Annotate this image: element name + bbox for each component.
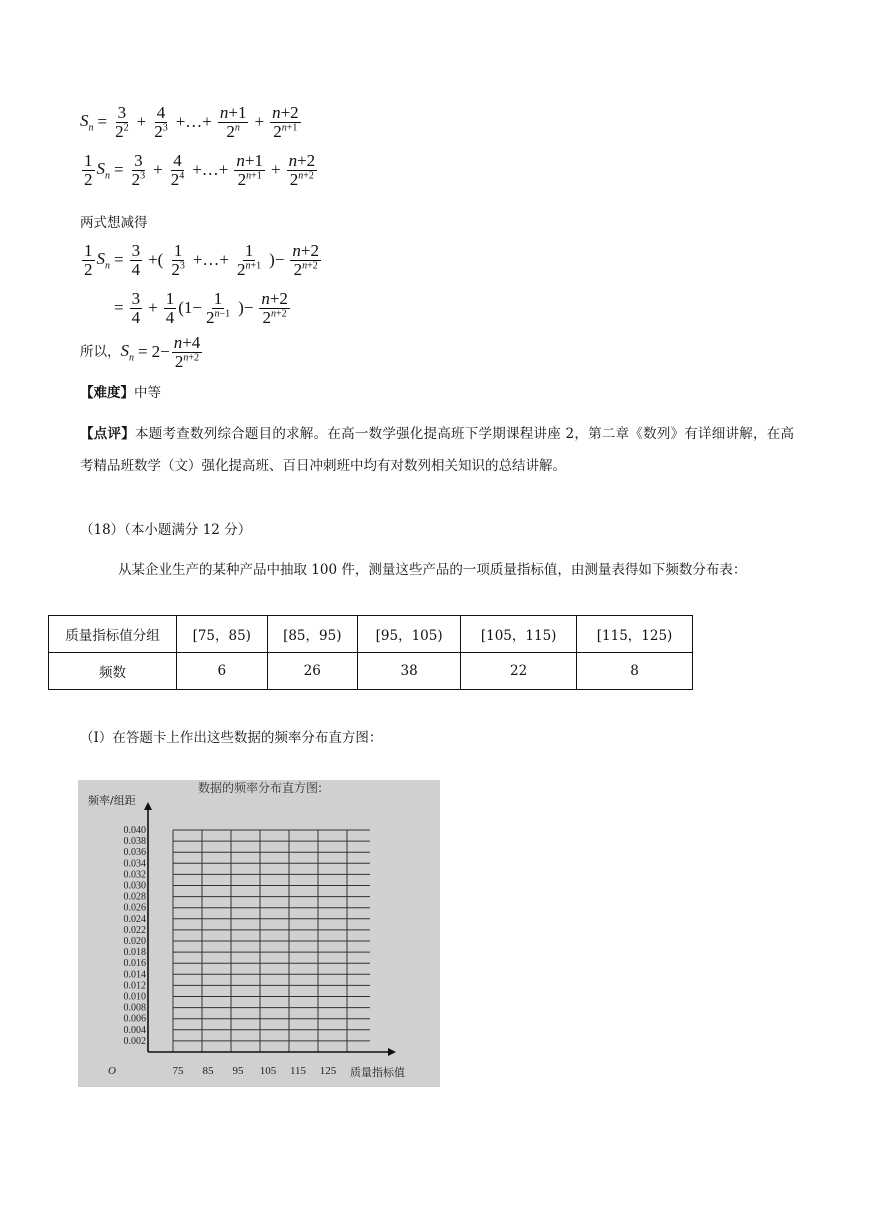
row-header-group: 质量指标值分组 [49, 616, 177, 653]
sum-equation-4: = $\frac{3}{4}$ + $\frac{1}{4}$ (1− $\frac{1}{2^{n-1}}$ )− $\frac{n+2}{2^{n+2}}$ [114, 289, 288, 327]
so-label: 所以， [80, 343, 121, 360]
group-cell: [105，115) [461, 616, 577, 653]
x-axis-label: 质量指标值 [350, 1066, 405, 1079]
y-tick-label: 0.040 [123, 825, 146, 836]
x-tick-label: 95 [232, 1065, 244, 1077]
x-tick-label: 105 [259, 1065, 277, 1077]
comment-text: 本题考查数列综合题目的求解。在高一数学强化提高班下学期课程讲座 2，第二章《数列》有详细讲解，在高考精品班数学（文）强化提高班、百日冲刺班中均有对数列相关知识的总结讲解。 [80, 426, 795, 474]
group-cell: [115，125) [577, 616, 693, 653]
y-tick-label: 0.024 [123, 913, 146, 925]
difficulty-value: 中等 [134, 385, 161, 401]
y-tick-label: 0.036 [123, 847, 146, 859]
x-tick-label: 75 [172, 1065, 184, 1077]
x-tick-label: 125 [319, 1065, 337, 1077]
difficulty-line [80, 383, 161, 405]
frequency-table [48, 615, 693, 690]
sum-equation-1: $S_n$ = $\frac{3}{2^2}$ + $\frac{4}{2^3}$ +…+ $\frac{n+1}{2^n}$ + $\frac{n+2}{2^{n+1}}$ [80, 103, 299, 141]
problem-header: （18）（本小题满分 12 分） [80, 522, 252, 538]
y-tick-label: 0.004 [123, 1024, 146, 1036]
y-tick-label: 0.020 [123, 936, 146, 947]
group-cell: [85，95) [267, 616, 358, 653]
sum-equation-2: $\frac{1}{2}$ $S_n$ = $\frac{3}{2^3}$ + $\frac{4}{2^4}$ +…+ $\frac{n+1}{2^{n+1}}$ + $\frac{n+2}{2^{n+2}}$ [84, 151, 316, 189]
x-tick-label: 115 [289, 1065, 307, 1077]
problem-intro: 从某企业生产的某种产品中抽取 100 件，测量这些产品的一项质量指标值，由测量表得如下频数分布表： [118, 562, 747, 578]
group-cell: [95，105) [358, 616, 461, 653]
count-cell: 38 [358, 653, 461, 690]
comment-paragraph [80, 418, 794, 482]
y-tick-label: 0.014 [123, 969, 146, 981]
y-tick-label: 0.026 [123, 902, 146, 914]
y-tick-label: 0.016 [123, 958, 146, 970]
y-tick-label: 0.002 [123, 1035, 146, 1047]
part-one-prompt: （I）在答题卡上作出这些数据的频率分布直方图： [80, 730, 383, 746]
sum-equation-3: $\frac{1}{2}$ $S_n$ = $\frac{3}{4}$ +( $\frac{1}{2^3}$ +…+ $\frac{1}{2^{n+1}}$ )− $\frac{n+2}{2^{n+2}}$ [84, 241, 320, 279]
y-tick-label: 0.008 [123, 1002, 146, 1014]
histogram-grid-photo [78, 780, 440, 1087]
row-header-freq: 频数 [49, 653, 177, 690]
subtract-note: 两式想减得 [80, 215, 148, 231]
count-cell: 26 [267, 653, 358, 690]
y-tick-label: 0.034 [123, 858, 146, 870]
y-tick-label: 0.012 [123, 980, 146, 992]
comment-label: 【点评】 [80, 426, 135, 442]
y-tick-label: 0.030 [123, 880, 146, 892]
y-tick-label: 0.022 [123, 924, 146, 936]
x-tick-label: 85 [202, 1065, 214, 1077]
group-cell: [75，85) [177, 616, 268, 653]
y-tick-label: 0.032 [123, 869, 146, 881]
count-cell: 6 [177, 653, 268, 690]
origin-label: O [108, 1065, 116, 1077]
y-tick-label: 0.006 [123, 1013, 146, 1025]
y-tick-label: 0.018 [123, 947, 146, 959]
sum-result: 所以， $S_n$ = 2− $\frac{n+4}{2^{n+2}}$ [80, 333, 201, 371]
y-tick-label: 0.038 [123, 836, 146, 848]
table-row [49, 653, 693, 690]
y-axis-label: 频率/组距 [88, 794, 136, 807]
histogram-grid [78, 780, 440, 1087]
y-tick-label: 0.028 [123, 891, 146, 903]
chart-title: 数据的频率分布直方图: [198, 781, 323, 795]
count-cell: 8 [577, 653, 693, 690]
count-cell: 22 [461, 653, 577, 690]
table-row [49, 616, 693, 653]
difficulty-label: 【难度】 [80, 385, 134, 401]
y-tick-label: 0.010 [123, 991, 146, 1003]
